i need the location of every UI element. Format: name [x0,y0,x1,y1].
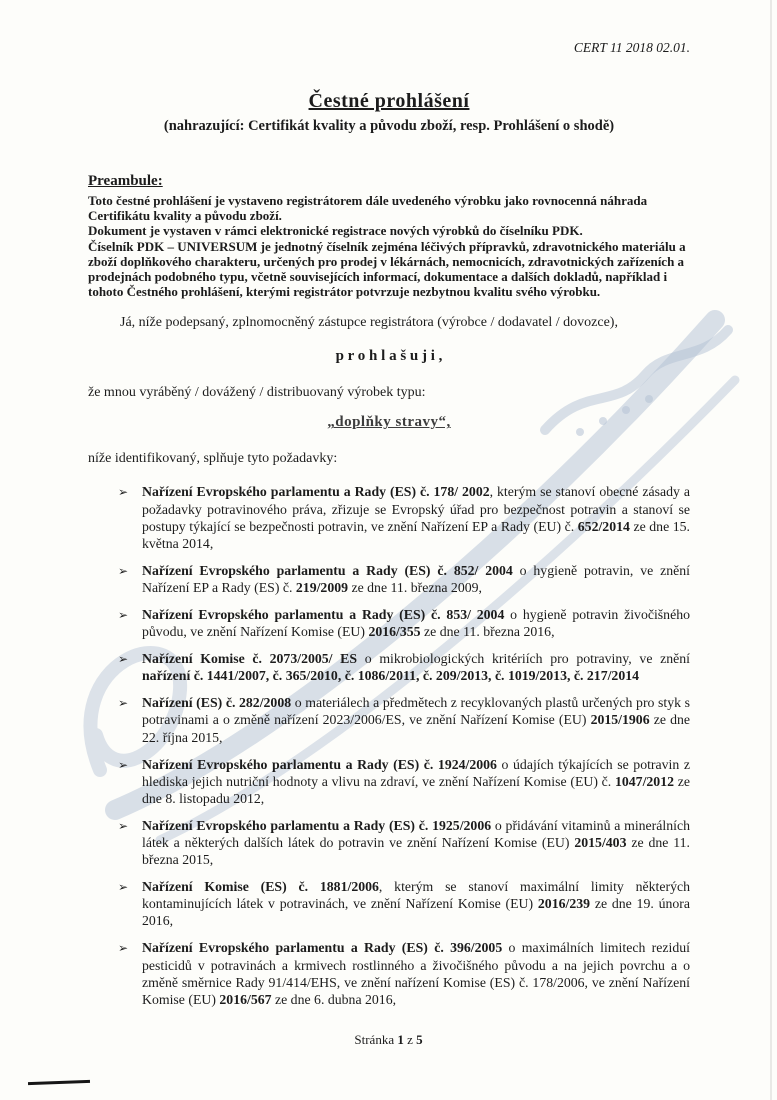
arrow-bullet-icon: ➢ [118,652,129,667]
document-title: Čestné prohlášení [308,90,470,112]
declarant-intro: Já, níže podepsaný, zplnomocněný zástupce registrátora (výrobce / dodavatel / dovozce), [120,315,618,331]
doc-code: CERT 11 2018 02.01. [573,40,690,55]
arrow-bullet-icon: ➢ [118,880,129,895]
arrow-bullet-icon: ➢ [118,757,129,772]
scan-artifact-line [28,1080,90,1085]
requirement-text: Nařízení Evropského parlamentu a Rady (ES) č. 852/ 2004 o hygieně potravin, ve znění Nařízení EP a Rady (ES) č. 219/2009 ze dne 11. března 2009, [142,562,690,595]
declaration-verb: p r o h l a š u j i , [335,348,443,365]
requirement-item [88,756,690,807]
requirement-text: Nařízení Evropského parlamentu a Rady (ES) č. 1924/2006 o údajích týkajících se potravin z hlediska jejich nutriční hodnoty a vlivu na zdraví, ve znění Nařízení Komise (EU) č. 1047/2012 ze dne 8. listopadu 2012, [142,756,690,806]
arrow-bullet-icon: ➢ [118,485,129,500]
document-content [88,0,690,1018]
requirement-text: Nařízení (ES) č. 282/2008 o materiálech a předmětech z recyklovaných plastů určených pro styk s potravinami a o změně nařízení 2023/2006/ES, ve znění Nařízení Komise (EU) 2015/1906 ze dne 22. října 2015, [142,695,690,745]
requirement-item [88,606,690,640]
arrow-bullet-icon: ➢ [118,696,129,711]
preamble-line-3: Číselník PDK – UNIVERSUM je jednotný číselník zejména léčivých přípravků, zdravotnického materiálu a zboží doplňkového charakteru, určených pro prodej v lékárnách, nemocnicích, zdravotnických zařízeních a prodejnách podobného typu, včetně souvisejících informací, dokumentace a dalších dokladů, například i tohoto Čestného prohlášení, kterými registrátor potvrzuje nezbytnou kvalitu svého výrobku. [88,238,686,300]
preamble-body [88,193,690,299]
arrow-bullet-icon: ➢ [118,818,129,833]
arrow-bullet-icon: ➢ [118,941,129,956]
requirements-list [88,483,690,1007]
requirement-item [88,562,690,596]
preamble-heading: Preambule: [88,173,163,189]
requirements-intro: níže identifikovaný, splňuje tyto požadavky: [88,451,338,467]
requirement-item [88,694,690,745]
requirement-text: Nařízení Evropského parlamentu a Rady (ES) č. 178/ 2002, kterým se stanoví obecné zásady a požadavky potravinového práva, zřizuje se Evropský úřad pro bezpečnost potravin a stanoví se postupy týkající se bezpečnosti potravin, ve znění Nařízení EP a Rady (EU) č. 652/2014 ze dne 15. května 2014, [142,484,690,551]
requirement-text: Nařízení Komise (ES) č. 1881/2006, kterým se stanoví maximální limity některých kontaminujících látek v potravinách, ve znění Nařízení Komise (EU) 2016/239 ze dne 19. února 2016, [142,879,691,929]
arrow-bullet-icon: ➢ [118,563,129,578]
requirement-text: Nařízení Evropského parlamentu a Rady (ES) č. 1925/2006 o přidávání vitaminů a minerálních látek a některých dalších látek do potravin ve znění Nařízení Komise (EU) 2015/403 ze dne 11. března 2015, [142,817,691,868]
product-type: „doplňky stravy“, [327,414,451,431]
requirement-item [88,817,690,868]
requirement-item [88,650,690,684]
document-subtitle: (nahrazující: Certifikát kvality a původu zboží, resp. Prohlášení o shodě) [163,118,615,134]
product-intro: že mnou vyráběný / dovážený / distribuovaný výrobek typu: [88,385,426,401]
scan-edge-shadow [770,0,772,1100]
requirement-text: Nařízení Komise č. 2073/2005/ ES o mikrobiologických kritériích pro potraviny, ve znění nařízení č. 1441/2007, č. 365/2010, č. 1086/2011, č. 209/2013, č. 1019/2013, č. 217/2014 [142,651,691,684]
requirement-item [88,939,690,1007]
requirement-item [88,483,690,551]
requirement-text: Nařízení Evropského parlamentu a Rady (ES) č. 396/2005 o maximálních limitech reziduí pesticidů v potravinách a krmivech rostlinného a živočišného původu a na jejich povrchu a o změně směrnice Rady 91/414/EHS, ve znění nařízení Komise (ES) č. 178/2006, ve znění Nařízení Komise (EU) 2016/567 ze dne 6. dubna 2016, [142,940,690,1007]
page-footer: Stránka 1 z 5 [354,1032,423,1047]
arrow-bullet-icon: ➢ [118,607,129,622]
requirement-text: Nařízení Evropského parlamentu a Rady (ES) č. 853/ 2004 o hygieně potravin živočišného původu, ve znění Nařízení Komise (EU) 2016/355 ze dne 11. března 2016, [142,606,690,640]
preamble-line-1: Toto čestné prohlášení je vystaveno registrátorem dále uvedeného výrobku jako rovnocenná náhrada Certifikátu kvality a původu zboží. [88,193,648,224]
preamble-line-2: Dokument je vystaven v rámci elektronické registrace nových výrobků do číselníku PDK. [88,223,583,239]
requirement-item [88,878,690,929]
